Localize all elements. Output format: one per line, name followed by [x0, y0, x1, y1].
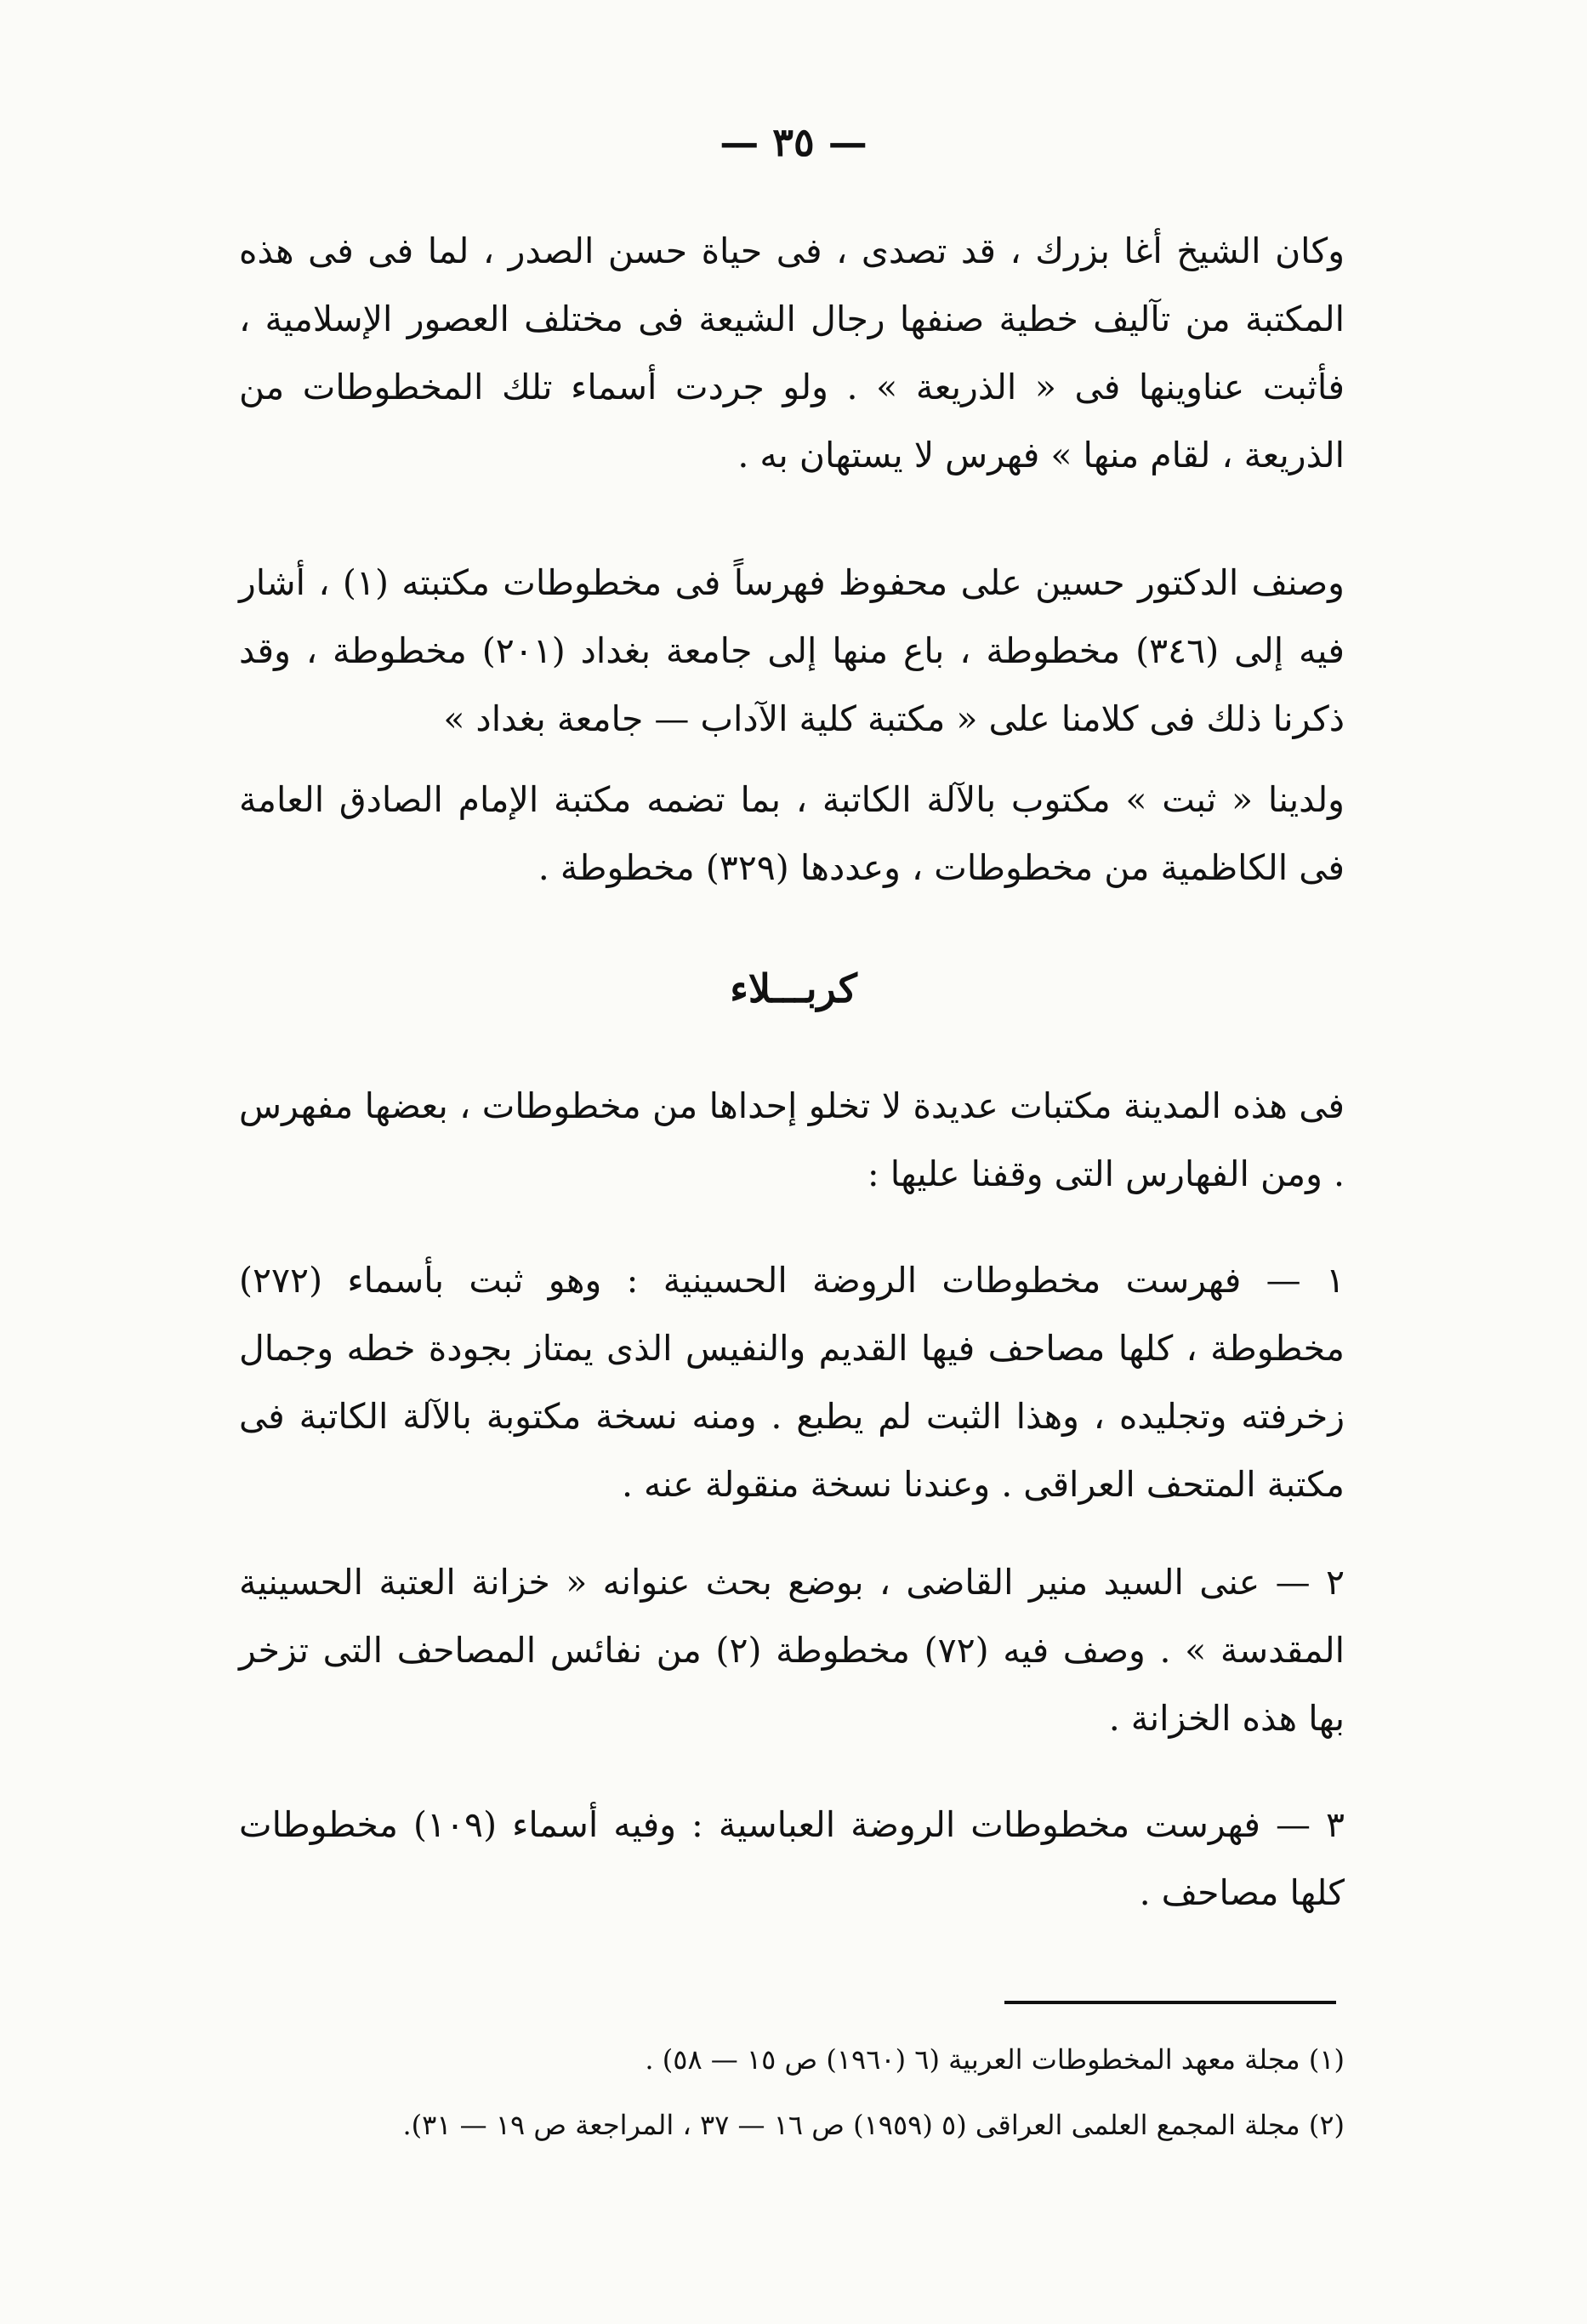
paragraph-aga-bozorg: وكان الشيخ أغا بزرك ، قد تصدى ، فى حياة حسن الصدر ، لما فى فى هذه المكتبة من تآليف خطية صنفها رجال الشيعة فى مختلف العصور الإسلامية ، فأثبت عناوينها فى « الذريعة » . ولو جردت أسماء تلك المخطوطات من الذريعة ، لقام منها » فهرس لا يستهان به . — [239, 231, 1345, 476]
section-heading-karbala: كربـــلاء — [730, 965, 857, 1011]
paragraph-imam-sadiq-library: ولدينا « ثبت » مكتوب بالآلة الكاتبة ، بما تضمه مكتبة الإمام الصادق العامة فى الكاظمية من مخطوطات ، وعددها (٣٢٩) مخطوطة . — [239, 779, 1345, 888]
footnote-1: (١) مجلة معهد المخطوطات العربية (٦ (١٩٦٠) ص ١٥ — ٥٨) . — [645, 2043, 1345, 2076]
footnote-divider — [1004, 2001, 1336, 2004]
paragraph-hussein-mahfouz: وصنف الدكتور حسين على محفوظ فهرساً فى مخطوطات مكتبته (١) ، أشار فيه إلى (٣٤٦) مخطوطة ، باع منها إلى جامعة بغداد (٢٠١) مخطوطة ، وقد ذكرنا ذلك فى كلامنا على « مكتبة كلية الآداب — جامعة بغداد » — [239, 562, 1345, 739]
list-item-abbasid-shrine-catalog: ٣ — فهرست مخطوطات الروضة العباسية : وفيه أسماء (١٠٩) مخطوطات كلها مصاحف . — [239, 1804, 1345, 1913]
footnote-2: (٢) مجلة المجمع العلمى العراقى (٥ (١٩٥٩) ص ١٦ — ٣٧ ، المراجعة ص ١٩ — ٣١). — [402, 2109, 1345, 2141]
paragraph-karbala-intro: فى هذه المدينة مكتبات عديدة لا تخلو إحداها من مخطوطات ، بعضها مفهرس . ومن الفهارس التى وقفنا عليها : — [239, 1085, 1345, 1194]
page-number: — ٣٥ — — [720, 119, 867, 165]
list-item-munir-al-qadi-study: ٢ — عنى السيد منير القاضى ، بوضع بحث عنوانه « خزانة العتبة الحسينية المقدسة » . وصف فيه (٧٢) مخطوطة (٢) من نفائس المصاحف التى تزخر بها هذه الخزانة . — [239, 1562, 1345, 1739]
list-item-husseini-shrine-catalog: ١ — فهرست مخطوطات الروضة الحسينية : وهو ثبت بأسماء (٢٧٢) مخطوطة ، كلها مصاحف فيها القديم والنفيس الذى يمتاز بجودة خطه وجمال زخرفته وتجليده ، وهذا الثبت لم يطبع . ومنه نسخة مكتوبة بالآلة الكاتبة فى مكتبة المتحف العراقى . وعندنا نسخة منقولة عنه . — [239, 1260, 1345, 1505]
